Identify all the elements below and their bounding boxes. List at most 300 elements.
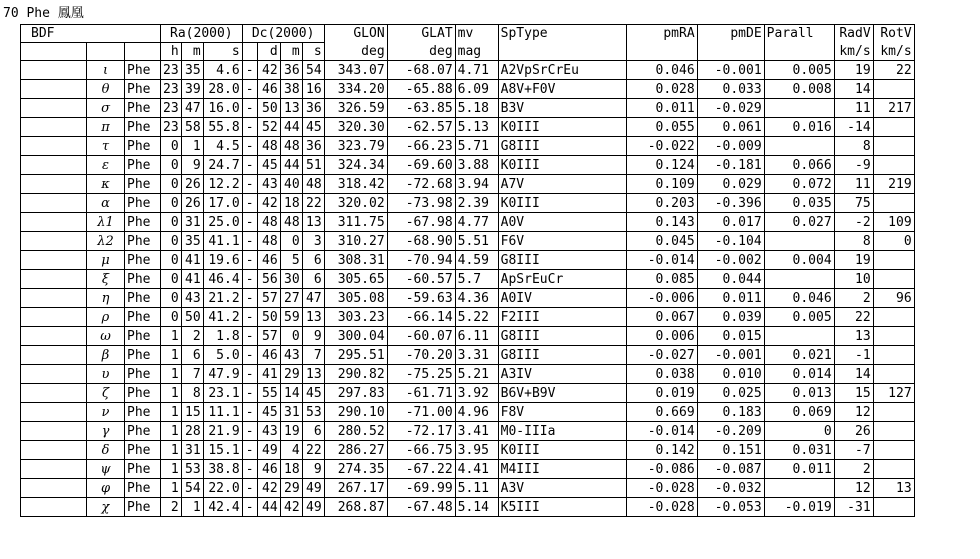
radv-cell: 2	[834, 289, 873, 308]
constellation-cell: Phe	[125, 156, 161, 175]
parallax-cell: 0.035	[764, 194, 834, 213]
bayer-cell	[21, 270, 87, 289]
pmra-header: pmRA	[626, 25, 697, 43]
table-row	[21, 422, 915, 441]
pmra-cell: 0.067	[626, 308, 697, 327]
table-row	[21, 346, 915, 365]
dec-minutes: 19	[280, 422, 302, 441]
ra-seconds: 55.8	[203, 118, 242, 137]
dec-degrees: 57	[257, 327, 280, 346]
table-row	[21, 460, 915, 479]
dec-sign: -	[242, 365, 257, 384]
dc-d-unit: d	[257, 43, 280, 61]
dec-degrees: 44	[257, 498, 280, 517]
radv-cell: 11	[834, 175, 873, 194]
bayer-cell	[21, 251, 87, 270]
bayer-letter: μ	[87, 251, 125, 270]
radv-cell: 8	[834, 137, 873, 156]
table-row	[21, 137, 915, 156]
constellation-cell: Phe	[125, 498, 161, 517]
bayer-cell	[21, 137, 87, 156]
glat-cell: -69.60	[387, 156, 455, 175]
table-row	[21, 213, 915, 232]
dec-sign: -	[242, 61, 257, 80]
dec-seconds: 7	[302, 346, 324, 365]
dec-seconds: 45	[302, 384, 324, 403]
dec-seconds: 9	[302, 460, 324, 479]
dec-sign: -	[242, 441, 257, 460]
constellation-cell: Phe	[125, 479, 161, 498]
bayer-letter: γ	[87, 422, 125, 441]
parallax-cell: 0.066	[764, 156, 834, 175]
table-row	[21, 251, 915, 270]
bayer-cell	[21, 384, 87, 403]
ra-seconds: 41.1	[203, 232, 242, 251]
ra-hours: 1	[161, 346, 182, 365]
dec-seconds: 6	[302, 251, 324, 270]
glat-cell: -59.63	[387, 289, 455, 308]
glon-cell: 318.42	[324, 175, 387, 194]
sptype-cell: A2VpSrCrEu	[498, 61, 626, 80]
bayer-letter: λ1	[87, 213, 125, 232]
pmde-cell: -0.002	[697, 251, 764, 270]
units-cell	[498, 43, 626, 61]
ra-minutes: 2	[181, 327, 203, 346]
pmde-header: pmDE	[697, 25, 764, 43]
parallax-cell: 0.005	[764, 308, 834, 327]
dec-degrees: 46	[257, 460, 280, 479]
rotv-cell	[873, 118, 914, 137]
pmra-cell: 0.669	[626, 403, 697, 422]
constellation-cell: Phe	[125, 118, 161, 137]
ra-minutes: 41	[181, 251, 203, 270]
ra-seconds: 1.8	[203, 327, 242, 346]
glon-cell: 305.65	[324, 270, 387, 289]
rotv-cell	[873, 365, 914, 384]
ra-minutes: 39	[181, 80, 203, 99]
ra-seconds: 17.0	[203, 194, 242, 213]
rotv-header: RotV	[873, 25, 914, 43]
dc-s-unit: s	[302, 43, 324, 61]
pmde-cell: 0.039	[697, 308, 764, 327]
parallax-cell: 0.046	[764, 289, 834, 308]
rotv-cell: 0	[873, 232, 914, 251]
mv-unit: mag	[455, 43, 498, 61]
glon-cell: 268.87	[324, 498, 387, 517]
sptype-cell: A0V	[498, 213, 626, 232]
sptype-cell: K0III	[498, 441, 626, 460]
ra-hours: 1	[161, 365, 182, 384]
mv-cell: 5.14	[455, 498, 498, 517]
dec-minutes: 18	[280, 460, 302, 479]
dec-sign: -	[242, 460, 257, 479]
ra-minutes: 1	[181, 498, 203, 517]
constellation-cell: Phe	[125, 99, 161, 118]
glon-cell: 324.34	[324, 156, 387, 175]
bayer-letter: ρ	[87, 308, 125, 327]
pmra-cell: 0.124	[626, 156, 697, 175]
ra-hours: 0	[161, 194, 182, 213]
pmra-cell: 0.011	[626, 99, 697, 118]
ra-seconds: 38.8	[203, 460, 242, 479]
bayer-cell	[21, 80, 87, 99]
dc-header: Dc(2000)	[242, 25, 324, 43]
dec-minutes: 59	[280, 308, 302, 327]
dec-degrees: 50	[257, 99, 280, 118]
bayer-letter: ω	[87, 327, 125, 346]
radv-cell: 19	[834, 251, 873, 270]
dec-minutes: 36	[280, 61, 302, 80]
glon-cell: 343.07	[324, 61, 387, 80]
dec-sign: -	[242, 213, 257, 232]
pmde-cell: 0.183	[697, 403, 764, 422]
ra-minutes: 31	[181, 441, 203, 460]
page-title: 70 Phe 鳳凰	[3, 6, 84, 21]
table-row	[21, 403, 915, 422]
rotv-cell: 217	[873, 99, 914, 118]
ra-s-unit: s	[203, 43, 242, 61]
radv-cell: 26	[834, 422, 873, 441]
glat-unit: deg	[387, 43, 455, 61]
dec-sign: -	[242, 479, 257, 498]
dec-degrees: 41	[257, 365, 280, 384]
dec-sign: -	[242, 251, 257, 270]
bayer-cell	[21, 232, 87, 251]
radv-header: RadV	[834, 25, 873, 43]
dec-degrees: 48	[257, 232, 280, 251]
dec-seconds: 13	[302, 213, 324, 232]
dec-sign: -	[242, 308, 257, 327]
parallax-cell	[764, 232, 834, 251]
ra-minutes: 47	[181, 99, 203, 118]
ra-seconds: 4.6	[203, 61, 242, 80]
sptype-cell: A3IV	[498, 365, 626, 384]
ra-hours: 23	[161, 61, 182, 80]
mv-cell: 5.11	[455, 479, 498, 498]
pmde-cell: -0.009	[697, 137, 764, 156]
bayer-letter: δ	[87, 441, 125, 460]
pmde-cell: 0.151	[697, 441, 764, 460]
glat-cell: -72.68	[387, 175, 455, 194]
rotv-cell	[873, 80, 914, 99]
ra-seconds: 23.1	[203, 384, 242, 403]
pmra-cell: -0.086	[626, 460, 697, 479]
pmde-cell: -0.032	[697, 479, 764, 498]
pmde-cell: -0.104	[697, 232, 764, 251]
glon-cell: 286.27	[324, 441, 387, 460]
dec-sign: -	[242, 99, 257, 118]
pmra-cell: 0.203	[626, 194, 697, 213]
mv-cell: 3.92	[455, 384, 498, 403]
ra-seconds: 19.6	[203, 251, 242, 270]
rotv-cell	[873, 498, 914, 517]
sptype-cell: G8III	[498, 327, 626, 346]
sptype-cell: G8III	[498, 251, 626, 270]
glat-cell: -70.94	[387, 251, 455, 270]
parallax-cell: 0.016	[764, 118, 834, 137]
ra-minutes: 31	[181, 213, 203, 232]
dec-seconds: 13	[302, 365, 324, 384]
bayer-letter: χ	[87, 498, 125, 517]
table-row	[21, 99, 915, 118]
parallax-cell: 0.069	[764, 403, 834, 422]
ra-minutes: 50	[181, 308, 203, 327]
dec-seconds: 47	[302, 289, 324, 308]
ra-seconds: 25.0	[203, 213, 242, 232]
dec-sign: -	[242, 80, 257, 99]
ra-minutes: 58	[181, 118, 203, 137]
bayer-letter: ν	[87, 403, 125, 422]
glat-cell: -61.71	[387, 384, 455, 403]
constellation-cell: Phe	[125, 251, 161, 270]
parallax-cell: 0.004	[764, 251, 834, 270]
radv-cell: -7	[834, 441, 873, 460]
bayer-letter: ξ	[87, 270, 125, 289]
glon-cell: 310.27	[324, 232, 387, 251]
table-row	[21, 61, 915, 80]
dec-degrees: 48	[257, 213, 280, 232]
radv-cell: 14	[834, 80, 873, 99]
radv-cell: -14	[834, 118, 873, 137]
dec-seconds: 3	[302, 232, 324, 251]
rotv-cell	[873, 308, 914, 327]
bayer-cell	[21, 422, 87, 441]
mv-cell: 4.96	[455, 403, 498, 422]
bayer-cell	[21, 441, 87, 460]
glon-cell: 274.35	[324, 460, 387, 479]
ra-minutes: 6	[181, 346, 203, 365]
dec-minutes: 14	[280, 384, 302, 403]
rotv-cell	[873, 403, 914, 422]
mv-cell: 6.11	[455, 327, 498, 346]
star-catalog-table	[20, 24, 915, 517]
constellation-cell: Phe	[125, 213, 161, 232]
constellation-cell: Phe	[125, 308, 161, 327]
pmra-cell: -0.028	[626, 498, 697, 517]
dec-minutes: 44	[280, 118, 302, 137]
bayer-letter: τ	[87, 137, 125, 156]
ra-seconds: 41.2	[203, 308, 242, 327]
mv-cell: 5.7	[455, 270, 498, 289]
dec-minutes: 38	[280, 80, 302, 99]
bayer-letter: λ2	[87, 232, 125, 251]
dec-minutes: 0	[280, 232, 302, 251]
rotv-cell	[873, 422, 914, 441]
glat-cell: -68.90	[387, 232, 455, 251]
bayer-cell	[21, 99, 87, 118]
dec-degrees: 43	[257, 175, 280, 194]
ra-minutes: 35	[181, 61, 203, 80]
sptype-cell: A8V+F0V	[498, 80, 626, 99]
mv-cell: 5.22	[455, 308, 498, 327]
bayer-cell	[21, 61, 87, 80]
table-row	[21, 175, 915, 194]
ra-minutes: 8	[181, 384, 203, 403]
mv-cell: 6.09	[455, 80, 498, 99]
dec-minutes: 44	[280, 156, 302, 175]
glon-cell: 267.17	[324, 479, 387, 498]
table-row	[21, 384, 915, 403]
dec-degrees: 52	[257, 118, 280, 137]
glat-cell: -66.23	[387, 137, 455, 156]
bayer-cell	[21, 118, 87, 137]
units-cell	[87, 43, 125, 61]
pmra-cell: 0.006	[626, 327, 697, 346]
header-row	[21, 25, 915, 43]
rotv-cell	[873, 137, 914, 156]
pmde-cell: 0.033	[697, 80, 764, 99]
sptype-cell: K0III	[498, 156, 626, 175]
glat-cell: -73.98	[387, 194, 455, 213]
dec-sign: -	[242, 175, 257, 194]
ra-minutes: 9	[181, 156, 203, 175]
ra-seconds: 21.2	[203, 289, 242, 308]
rotv-cell	[873, 327, 914, 346]
dec-sign: -	[242, 403, 257, 422]
table-row	[21, 232, 915, 251]
bayer-letter: ζ	[87, 384, 125, 403]
dec-minutes: 43	[280, 346, 302, 365]
ra-hours: 0	[161, 251, 182, 270]
dec-sign: -	[242, 498, 257, 517]
units-cell	[125, 43, 161, 61]
parallax-cell: 0.027	[764, 213, 834, 232]
glat-cell: -60.07	[387, 327, 455, 346]
dec-minutes: 0	[280, 327, 302, 346]
dec-seconds: 13	[302, 308, 324, 327]
ra-seconds: 11.1	[203, 403, 242, 422]
pmde-cell: -0.087	[697, 460, 764, 479]
pmde-cell: 0.011	[697, 289, 764, 308]
glat-cell: -69.99	[387, 479, 455, 498]
glon-cell: 300.04	[324, 327, 387, 346]
ra-hours: 2	[161, 498, 182, 517]
mv-cell: 4.77	[455, 213, 498, 232]
bayer-letter: σ	[87, 99, 125, 118]
sptype-cell: A3V	[498, 479, 626, 498]
ra-hours: 1	[161, 403, 182, 422]
ra-minutes: 41	[181, 270, 203, 289]
ra-seconds: 5.0	[203, 346, 242, 365]
ra-hours: 1	[161, 384, 182, 403]
dec-sign: -	[242, 232, 257, 251]
bayer-cell	[21, 498, 87, 517]
parallax-cell: 0.013	[764, 384, 834, 403]
dec-minutes: 18	[280, 194, 302, 213]
rotv-cell	[873, 270, 914, 289]
radv-cell: -1	[834, 346, 873, 365]
sptype-cell: ApSrEuCr	[498, 270, 626, 289]
pmra-cell: -0.028	[626, 479, 697, 498]
dec-degrees: 42	[257, 194, 280, 213]
glon-cell: 311.75	[324, 213, 387, 232]
mv-header: mv	[455, 25, 498, 43]
dec-degrees: 55	[257, 384, 280, 403]
bayer-letter: β	[87, 346, 125, 365]
constellation-cell: Phe	[125, 460, 161, 479]
ra-seconds: 28.0	[203, 80, 242, 99]
radv-cell: 8	[834, 232, 873, 251]
pmde-cell: -0.209	[697, 422, 764, 441]
glat-cell: -65.88	[387, 80, 455, 99]
pmra-cell: 0.046	[626, 61, 697, 80]
bayer-cell	[21, 460, 87, 479]
pmra-cell: -0.006	[626, 289, 697, 308]
radv-cell: 14	[834, 365, 873, 384]
ra-hours: 23	[161, 118, 182, 137]
constellation-cell: Phe	[125, 441, 161, 460]
parallax-cell	[764, 99, 834, 118]
pmde-cell: 0.061	[697, 118, 764, 137]
rotv-cell: 219	[873, 175, 914, 194]
bayer-cell	[21, 346, 87, 365]
dec-minutes: 13	[280, 99, 302, 118]
table-row	[21, 156, 915, 175]
parallax-cell: 0	[764, 422, 834, 441]
table-row	[21, 365, 915, 384]
ra-hours: 0	[161, 289, 182, 308]
ra-h-unit: h	[161, 43, 182, 61]
pmra-cell: 0.143	[626, 213, 697, 232]
pmra-cell: -0.027	[626, 346, 697, 365]
dec-sign: -	[242, 194, 257, 213]
dec-minutes: 42	[280, 498, 302, 517]
bayer-cell	[21, 194, 87, 213]
ra-hours: 23	[161, 99, 182, 118]
glat-cell: -62.57	[387, 118, 455, 137]
ra-hours: 1	[161, 422, 182, 441]
ra-hours: 0	[161, 175, 182, 194]
glon-header: GLON	[324, 25, 387, 43]
bayer-cell	[21, 308, 87, 327]
table-row	[21, 118, 915, 137]
pmde-cell: -0.053	[697, 498, 764, 517]
constellation-cell: Phe	[125, 289, 161, 308]
dec-sign: -	[242, 327, 257, 346]
ra-hours: 1	[161, 327, 182, 346]
ra-seconds: 16.0	[203, 99, 242, 118]
dec-seconds: 36	[302, 99, 324, 118]
dec-degrees: 50	[257, 308, 280, 327]
dec-minutes: 5	[280, 251, 302, 270]
ra-seconds: 21.9	[203, 422, 242, 441]
rotv-cell	[873, 346, 914, 365]
dec-minutes: 40	[280, 175, 302, 194]
dec-degrees: 56	[257, 270, 280, 289]
parallax-cell: 0.072	[764, 175, 834, 194]
ra-hours: 23	[161, 80, 182, 99]
glon-cell: 323.79	[324, 137, 387, 156]
glat-cell: -67.22	[387, 460, 455, 479]
dec-degrees: 46	[257, 80, 280, 99]
ra-seconds: 12.2	[203, 175, 242, 194]
glon-cell: 303.23	[324, 308, 387, 327]
ra-seconds: 15.1	[203, 441, 242, 460]
glon-cell: 290.10	[324, 403, 387, 422]
glon-unit: deg	[324, 43, 387, 61]
ra-minutes: 1	[181, 137, 203, 156]
glon-cell: 320.02	[324, 194, 387, 213]
parallax-cell	[764, 327, 834, 346]
sptype-cell: K0III	[498, 118, 626, 137]
mv-cell: 4.71	[455, 61, 498, 80]
mv-cell: 4.36	[455, 289, 498, 308]
ra-minutes: 53	[181, 460, 203, 479]
bayer-letter: υ	[87, 365, 125, 384]
radv-cell: 12	[834, 403, 873, 422]
glon-cell: 297.83	[324, 384, 387, 403]
dec-degrees: 45	[257, 403, 280, 422]
